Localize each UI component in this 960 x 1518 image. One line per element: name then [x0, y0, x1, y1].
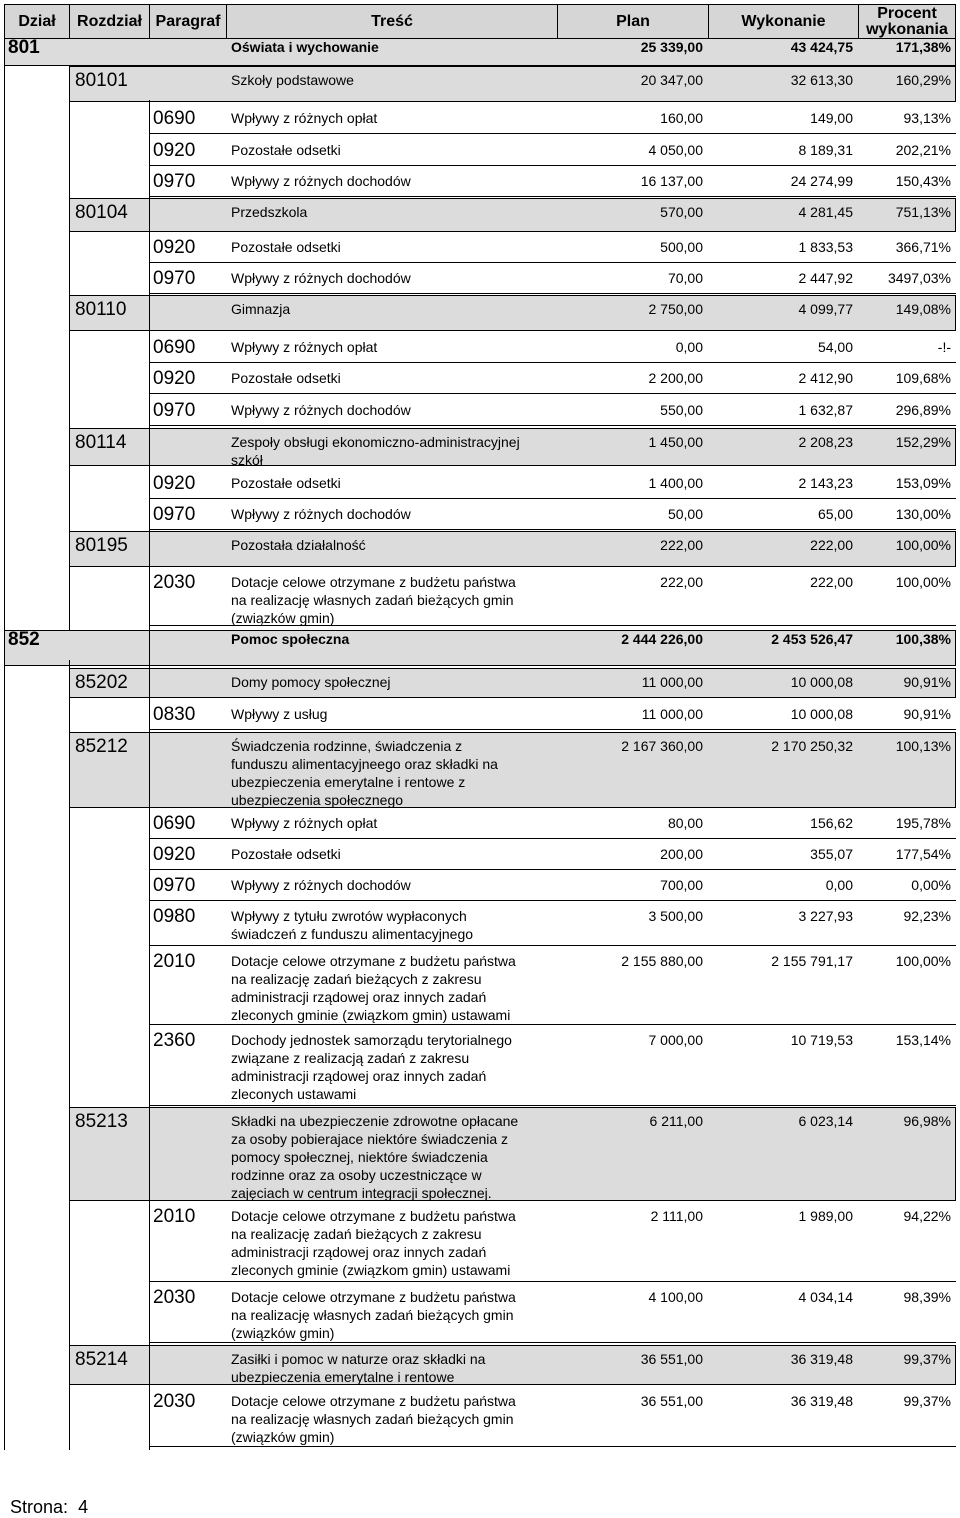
row-description: Wpływy z różnych opłat	[231, 339, 378, 355]
paragraf-code: 0920	[153, 844, 196, 865]
dzial-code: 852	[8, 629, 40, 650]
plan-value: 160,00	[660, 110, 703, 126]
wykonanie-value: 355,07	[810, 846, 853, 862]
rozdzial-rule	[69, 660, 70, 1450]
row-description: Przedszkola	[231, 204, 308, 220]
procent-value: 202,21%	[895, 142, 951, 158]
wykonanie-value: 222,00	[810, 574, 853, 590]
plan-value: 200,00	[660, 846, 703, 862]
rozdzial-code: 80114	[75, 432, 127, 453]
procent-value: 177,54%	[895, 846, 951, 862]
footer-page-number: 4	[78, 1497, 89, 1517]
wykonanie-value: 2 208,23	[798, 434, 853, 450]
row-description: Wpływy z różnych dochodów	[231, 402, 411, 418]
plan-value: 36 551,00	[640, 1351, 703, 1367]
row-description: Wpływy z różnych opłat	[231, 110, 378, 126]
procent-value: 100,00%	[895, 537, 951, 553]
paragraf-code: 2010	[153, 1206, 196, 1227]
procent-value: 150,43%	[895, 173, 951, 189]
row-description: Wpływy z usług	[231, 706, 328, 722]
procent-value: 100,00%	[895, 574, 951, 590]
row-description: Wpływy z tytułu zwrotów wypłaconych świadczeń z funduszu alimentacyjnego	[231, 908, 474, 942]
wykonanie-value: 2 453 526,47	[771, 631, 853, 647]
paragraf-code: 2030	[153, 1287, 196, 1308]
wykonanie-value: 1 989,00	[798, 1208, 853, 1224]
plan-value: 2 167 360,00	[621, 738, 703, 754]
row-description: Wpływy z różnych dochodów	[231, 877, 411, 893]
wykonanie-value: 4 281,45	[798, 204, 853, 220]
wykonanie-value: 43 424,75	[790, 39, 853, 55]
row-description: Szkoły podstawowe	[231, 72, 354, 88]
plan-value: 4 100,00	[648, 1289, 703, 1305]
plan-value: 4 050,00	[648, 142, 703, 158]
wykonanie-value: 2 412,90	[798, 370, 853, 386]
procent-value: 296,89%	[895, 402, 951, 418]
wykonanie-value: 0,00	[825, 877, 853, 893]
plan-value: 70,00	[667, 270, 703, 286]
paragraf-code: 0980	[153, 906, 196, 927]
wykonanie-value: 24 274,99	[790, 173, 853, 189]
wykonanie-value: 4 099,77	[798, 301, 853, 317]
rozdzial-code: 85212	[75, 736, 128, 757]
row-description: Wpływy z różnych dochodów	[231, 173, 411, 189]
paragraf-code: 0920	[153, 473, 196, 494]
procent-value: 3497,03%	[887, 270, 951, 286]
wykonanie-value: 10 000,08	[790, 674, 853, 690]
plan-value: 1 450,00	[648, 434, 703, 450]
plan-value: 700,00	[660, 877, 703, 893]
procent-value: 171,38%	[895, 39, 951, 55]
rozdzial-code: 85213	[75, 1111, 128, 1132]
plan-value: 0,00	[675, 339, 703, 355]
header-paragraf: Paragraf	[149, 4, 227, 39]
procent-value: 153,14%	[895, 1032, 951, 1048]
row-description: Dochody jednostek samorządu terytorialnego związane z realizacją zadań z zakresu administracji rządowej oraz innych zadań zleconych ustawami	[231, 1032, 512, 1102]
row-description: Zespoły obsługi ekonomiczno-administracyjnej szkół	[231, 434, 520, 468]
wykonanie-value: 3 227,93	[798, 908, 853, 924]
paragraf-code: 2010	[153, 951, 196, 972]
procent-value: 152,29%	[895, 434, 951, 450]
plan-value: 20 347,00	[640, 72, 703, 88]
row-description: Świadczenia rodzinne, świadczenia z funduszu alimentacyjneego oraz składki na ubezpieczenia emerytalne i rentowe z ubezpieczenia społecznego	[231, 738, 498, 808]
row-description: Pomoc społeczna	[231, 631, 350, 647]
row-description: Domy pomocy społecznej	[231, 674, 391, 690]
row-description: Pozostałe odsetki	[231, 239, 341, 255]
row-description: Pozostałe odsetki	[231, 846, 341, 862]
procent-value: 153,09%	[895, 475, 951, 491]
wykonanie-value: 54,00	[817, 339, 853, 355]
plan-value: 222,00	[660, 574, 703, 590]
rozdzial-code: 85214	[75, 1349, 128, 1370]
footer-label: Strona:	[10, 1497, 69, 1517]
procent-value: 751,13%	[895, 204, 951, 220]
row-description: Gimnazja	[231, 301, 291, 317]
plan-value: 2 155 880,00	[621, 953, 703, 969]
procent-value: 98,39%	[903, 1289, 951, 1305]
plan-value: 80,00	[667, 815, 703, 831]
plan-value: 2 200,00	[648, 370, 703, 386]
paragraf-code: 0830	[153, 704, 196, 725]
procent-value: 96,98%	[903, 1113, 951, 1129]
wykonanie-value: 65,00	[817, 506, 853, 522]
row-description: Pozostała działalność	[231, 537, 366, 553]
paragraf-code: 0690	[153, 813, 196, 834]
paragraf-code: 0970	[153, 400, 196, 421]
wykonanie-value: 2 155 791,17	[771, 953, 853, 969]
paragraf-code: 2030	[153, 1391, 196, 1412]
wykonanie-value: 10 000,08	[790, 706, 853, 722]
paragraf-code: 0970	[153, 875, 196, 896]
plan-value: 550,00	[660, 402, 703, 418]
wykonanie-value: 1 833,53	[798, 239, 853, 255]
rozdzial-code: 80101	[75, 70, 128, 91]
plan-value: 50,00	[667, 506, 703, 522]
rozdzial-code: 80110	[75, 299, 127, 320]
plan-value: 3 500,00	[648, 908, 703, 924]
row-description: Wpływy z różnych dochodów	[231, 270, 411, 286]
row-description: Dotacje celowe otrzymane z budżetu państwa na realizację zadań bieżących z zakresu administracji rządowej oraz innych zadań zleconych gminie (związkom gmin) ustawami	[231, 1208, 516, 1278]
rozdzial-rule-top	[69, 66, 70, 630]
plan-value: 11 000,00	[641, 674, 703, 690]
procent-value: 109,68%	[895, 370, 951, 386]
wykonanie-value: 2 170 250,32	[771, 738, 853, 754]
procent-value: 90,91%	[903, 674, 951, 690]
wykonanie-value: 2 143,23	[798, 475, 853, 491]
procent-value: 99,37%	[903, 1351, 951, 1367]
wykonanie-value: 36 319,48	[790, 1351, 853, 1367]
wykonanie-value: 149,00	[810, 110, 853, 126]
procent-value: 100,00%	[895, 953, 951, 969]
header-wykonanie: Wykonanie	[708, 4, 859, 39]
left-rule	[4, 39, 5, 1450]
procent-value: 130,00%	[895, 506, 951, 522]
procent-value: 99,37%	[903, 1393, 951, 1409]
paragraf-code: 2030	[153, 572, 196, 593]
header-plan: Plan	[557, 4, 709, 39]
wykonanie-value: 36 319,48	[790, 1393, 853, 1409]
procent-value: 90,91%	[903, 706, 951, 722]
rozdzial-code: 80104	[75, 202, 128, 223]
paragraf-code: 0920	[153, 140, 196, 161]
plan-value: 2 750,00	[648, 301, 703, 317]
paragraf-code: 0970	[153, 268, 196, 289]
paragraf-code: 0690	[153, 337, 196, 358]
row-description: Oświata i wychowanie	[231, 39, 379, 55]
row-description: Wpływy z różnych opłat	[231, 815, 378, 831]
procent-value: 94,22%	[903, 1208, 951, 1224]
wykonanie-value: 4 034,14	[798, 1289, 853, 1305]
row-description: Pozostałe odsetki	[231, 475, 341, 491]
plan-value: 7 000,00	[648, 1032, 703, 1048]
plan-value: 2 444 226,00	[621, 631, 703, 647]
wykonanie-value: 156,62	[810, 815, 853, 831]
plan-value: 500,00	[660, 239, 703, 255]
plan-value: 2 111,00	[650, 1208, 703, 1224]
wykonanie-value: 222,00	[810, 537, 853, 553]
plan-value: 11 000,00	[641, 706, 703, 722]
wykonanie-value: 6 023,14	[798, 1113, 853, 1129]
row-description: Dotacje celowe otrzymane z budżetu państwa na realizację własnych zadań bieżących gmin (związków gmin)	[231, 574, 516, 626]
header-rozdzial: Rozdział	[69, 4, 150, 39]
paragraf-code: 0970	[153, 504, 196, 525]
procent-value: 149,08%	[895, 301, 951, 317]
procent-value: -!-	[937, 339, 951, 355]
plan-value: 25 339,00	[640, 39, 703, 55]
wykonanie-value: 2 447,92	[798, 270, 853, 286]
rozdzial-code: 85202	[75, 672, 128, 693]
procent-value: 0,00%	[911, 877, 951, 893]
plan-value: 222,00	[660, 537, 703, 553]
page-footer	[10, 1497, 88, 1518]
wykonanie-value: 32 613,30	[790, 72, 853, 88]
paragraf-rule	[149, 100, 150, 1450]
procent-value: 92,23%	[903, 908, 951, 924]
row-description: Zasiłki i pomoc w naturze oraz składki na ubezpieczenia emerytalne i rentowe	[231, 1351, 486, 1385]
paragraf-code: 0920	[153, 368, 196, 389]
row-description: Dotacje celowe otrzymane z budżetu państwa na realizację zadań bieżących z zakresu administracji rządowej oraz innych zadań zleconych gminie (związkom gmin) ustawami	[231, 953, 516, 1023]
row-description: Dotacje celowe otrzymane z budżetu państwa na realizację własnych zadań bieżących gmin (związków gmin)	[231, 1393, 516, 1445]
paragraf-code: 0920	[153, 237, 196, 258]
plan-value: 1 400,00	[648, 475, 703, 491]
paragraf-code: 2360	[153, 1030, 196, 1051]
paragraf-code: 0970	[153, 171, 196, 192]
plan-value: 36 551,00	[640, 1393, 703, 1409]
wykonanie-value: 8 189,31	[798, 142, 853, 158]
row-description: Pozostałe odsetki	[231, 370, 341, 386]
procent-value: 195,78%	[895, 815, 951, 831]
row-description: Składki na ubezpieczenie zdrowotne opłacane za osoby pobierajace niektóre świadczenia z pomocy społecznej, niektóre świadczenia rodzinne oraz za osoby uczestniczące w zajęciach w centrum integracji społecznej.	[231, 1113, 519, 1201]
procent-value: 366,71%	[895, 239, 951, 255]
wykonanie-value: 1 632,87	[798, 402, 853, 418]
plan-value: 16 137,00	[640, 173, 703, 189]
plan-value: 6 211,00	[649, 1113, 703, 1129]
header-procent: Procent wykonania	[858, 4, 956, 39]
paragraf-code: 0690	[153, 108, 196, 129]
header-tresc: Treść	[226, 4, 558, 39]
procent-value: 93,13%	[903, 110, 951, 126]
procent-value: 100,13%	[895, 738, 951, 754]
row-description: Wpływy z różnych dochodów	[231, 506, 411, 522]
procent-value: 100,38%	[895, 631, 951, 647]
plan-value: 570,00	[660, 204, 703, 220]
procent-value: 160,29%	[895, 72, 951, 88]
header-dzial: Dział	[4, 4, 70, 39]
dzial-code: 801	[8, 37, 40, 58]
rozdzial-code: 80195	[75, 535, 128, 556]
wykonanie-value: 10 719,53	[790, 1032, 853, 1048]
row-description: Dotacje celowe otrzymane z budżetu państwa na realizację własnych zadań bieżących gmin (związków gmin)	[231, 1289, 516, 1341]
row-description: Pozostałe odsetki	[231, 142, 341, 158]
